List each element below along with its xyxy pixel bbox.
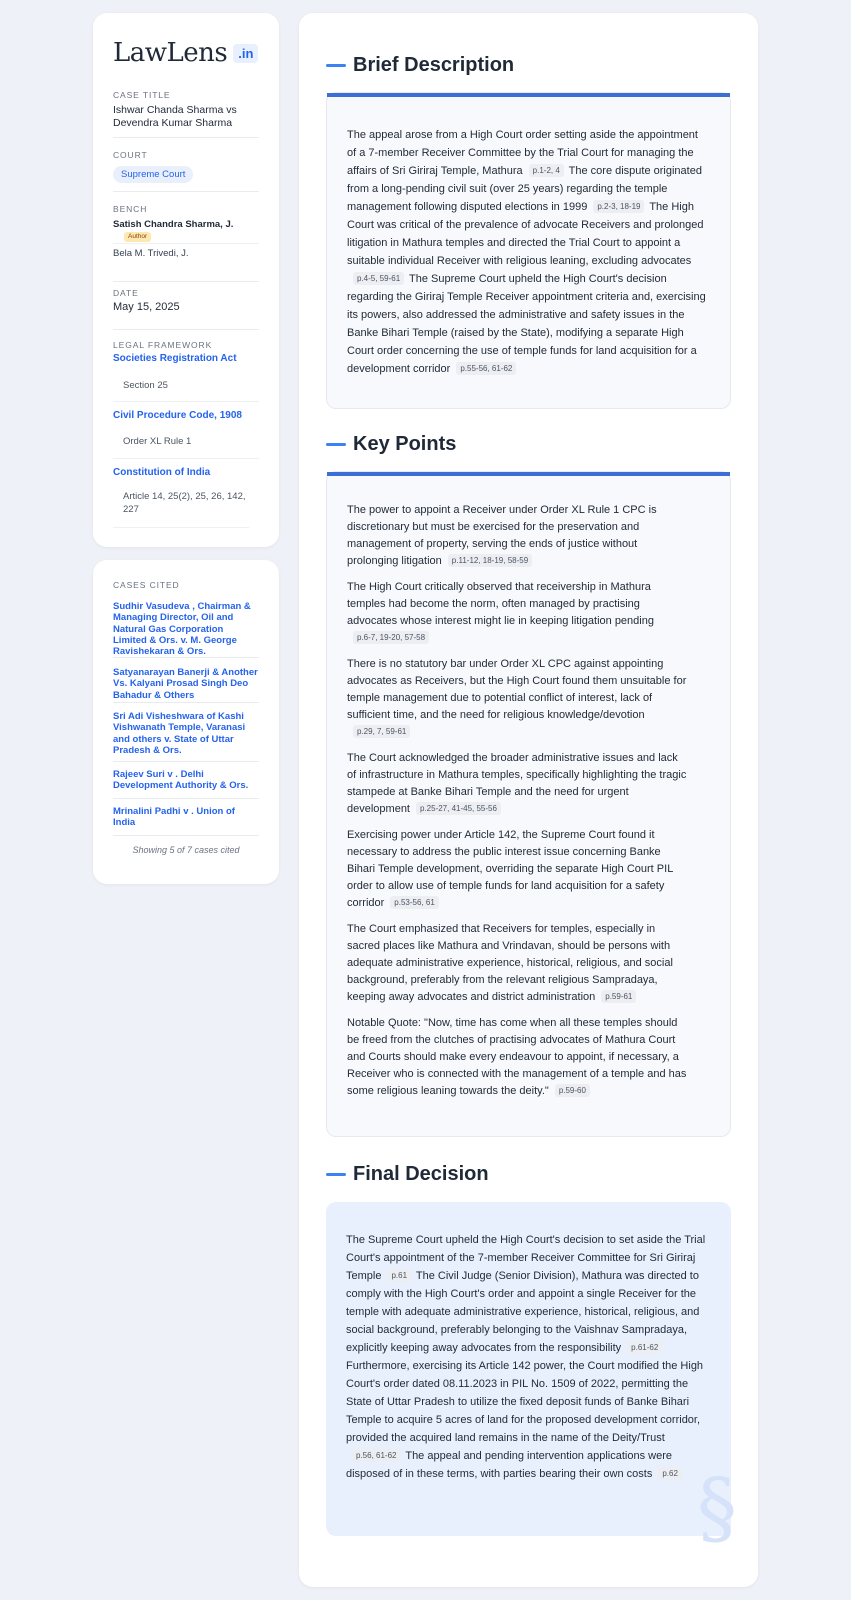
heading-accent — [326, 64, 346, 67]
bench-section — [113, 204, 259, 244]
key-point-text: The Court acknowledged the broader administrative issues and lack of infrastructure in Mathura temples, specifically highlighting the tragic stampede at Banke Bihari Temple and the need for urgent development — [347, 752, 687, 815]
framework-act-3[interactable]: Constitution of India — [113, 467, 211, 478]
page-ref-badge[interactable]: p.6-7, 19-20, 57-58 — [353, 631, 429, 644]
key-point-text: Notable Quote: "Now, time has come when all these temples should be freed from the clutches of practising advocates of Mathura Court and Courts should make every endeavour to appoint, if necessary, a Receiver who is connected with the management of a temple and has some religious leaning towards the deity." — [347, 1017, 687, 1097]
page-ref-badge[interactable]: p.56, 61-62 — [352, 1449, 400, 1462]
key-points-box — [326, 471, 731, 1137]
cited-case-link[interactable]: Sri Adi Visheshwara of Kashi Vishwanath Temple, Varanasi and others v. State of Uttar Pradesh & Ors. — [113, 711, 246, 756]
page-ref-badge[interactable]: p.2-3, 18-19 — [593, 200, 644, 213]
framework-section-3: Article 14, 25(2), 25, 26, 142, 227 — [113, 478, 249, 528]
page-ref-badge[interactable]: p.53-56, 61 — [390, 896, 438, 909]
final-decision-title: Final Decision — [353, 1163, 489, 1185]
notable-quote — [347, 1015, 687, 1100]
key-point-item — [347, 921, 687, 1006]
key-point-item — [347, 502, 687, 570]
key-points-heading — [326, 433, 456, 456]
bench-label: BENCH — [113, 204, 148, 214]
cited-case-link[interactable]: Sudhir Vasudeva , Chairman & Managing Director, Oil and Natural Gas Corporation Limited & Ors. v. M. George Ravishekaran & Ors. — [113, 601, 251, 658]
logo-text: LawLens — [113, 38, 228, 68]
cited-case-link[interactable]: Rajeev Suri v . Delhi Development Authority & Ors. — [113, 769, 249, 792]
logo-domain-badge: .in — [233, 44, 258, 63]
heading-accent — [326, 1173, 346, 1176]
page-ref-badge[interactable]: p.11-12, 18-19, 58-59 — [448, 554, 532, 567]
cited-case-5[interactable] — [113, 799, 259, 836]
case-title: Ishwar Chanda Sharma vs Devendra Kumar Sharma — [113, 104, 237, 129]
heading-accent — [326, 443, 346, 446]
page-ref-badge[interactable]: p.4-5, 59-61 — [353, 272, 404, 285]
framework-divider — [113, 528, 259, 548]
key-point-text: The power to appoint a Receiver under Order XL Rule 1 CPC is discretionary but must be exercised for the preservation and management of property, serving the ends of justice without prolonging litigation — [347, 504, 657, 567]
date-label: DATE — [113, 288, 139, 298]
page-ref-badge[interactable]: p.61 — [387, 1269, 411, 1282]
brief-description-text — [347, 126, 710, 378]
key-point-item — [347, 579, 687, 647]
key-point-item — [347, 656, 687, 741]
court-badge[interactable]: Supreme Court — [113, 166, 193, 183]
date-section — [113, 288, 259, 330]
summary-panel — [299, 13, 758, 1587]
section-symbol-watermark: § — [697, 1461, 737, 1554]
final-text-2: The Civil Judge (Senior Division), Mathura was directed to comply with the High Court's order and appoint a single Receiver for the temple with adequate administrative experience, historical, religious, and social background, preferably belonging to the Vaishnav Sampradaya, explicitly keeping away advocates from the responsibility — [346, 1270, 700, 1354]
final-text-1: The Supreme Court upheld the High Court's decision to set aside the Trial Court's appointment of the 7-member Receiver Committee for Sri Giriraj Temple — [346, 1234, 706, 1282]
cited-case-4[interactable] — [113, 762, 259, 799]
final-decision-box — [326, 1202, 737, 1554]
decision-date: May 15, 2025 — [113, 301, 180, 313]
cases-cited-count: Showing 5 of 7 cases cited — [132, 845, 240, 855]
page-ref-badge[interactable]: p.29, 7, 59-61 — [353, 725, 410, 738]
framework-act-2[interactable]: Civil Procedure Code, 1908 — [113, 410, 242, 421]
page-ref-badge[interactable]: p.59-60 — [555, 1084, 590, 1097]
brief-description-heading — [326, 54, 514, 77]
brief-description-title: Brief Description — [353, 54, 515, 76]
page-ref-badge[interactable]: p.61-62 — [627, 1341, 662, 1354]
final-decision-text — [346, 1231, 711, 1483]
cited-case-1[interactable] — [113, 590, 259, 658]
logo[interactable] — [113, 37, 259, 69]
court-label: COURT — [113, 150, 148, 160]
final-text-3: Furthermore, exercising its Article 142 power, the Court modified the High Court's order dated 08.11.2023 in PIL No. 1509 of 2022, permitting the State of Uttar Pradesh to utilize the fixed deposit funds of Banke Bihari Temple to acquire 5 acres of land for the proposed development corridor, provided the acquired land remains in the name of the Deity/Trust — [346, 1360, 704, 1444]
brief-text-4: The Supreme Court upheld the High Court's decision regarding the Giriraj Temple Receiver appointment criteria and, exercising its powers, also addressed the administrative and safety issues in the Banke Bihari Temple (raised by the State), modifying a separate High Court order concerning the use of temple funds for land acquisition for a development corridor — [347, 273, 706, 375]
court-section — [113, 150, 259, 192]
key-point-item — [347, 827, 687, 912]
page-ref-badge[interactable]: p.59-61 — [601, 990, 636, 1003]
final-text-4: The appeal and pending intervention applications were disposed of in these terms, with parties bearing their own costs — [346, 1450, 672, 1480]
key-points-title: Key Points — [353, 433, 457, 455]
brief-description-box — [326, 92, 731, 409]
key-point-text: The High Court critically observed that receivership in Mathura temples had become the norm, often managed by practising advocates whose interest might lie in keeping litigation pending — [347, 581, 654, 627]
page-ref-badge[interactable]: p.62 — [658, 1467, 682, 1480]
bench-judge-2 — [113, 248, 259, 282]
brief-text-3: The High Court was critical of the prevalence of advocate Receivers and prolonged litigation in Mathura temples and directed the Trial Court to appoint a suitable individual Receiver with religious leaning, excluding advocates — [347, 201, 704, 267]
page-ref-badge[interactable]: p.1-2, 4 — [529, 164, 564, 177]
key-point-text: Exercising power under Article 142, the Supreme Court found it necessary to address the public interest issue concerning Banke Bihari Temple development, overriding the separate High Court PIL order to allow use of temple funds for land acquisition for a safety corridor — [347, 829, 673, 909]
brief-text-2: The core dispute originated from a long-pending civil suit (over 25 years) regarding the temple management following disputed elections in 1999 — [347, 165, 702, 213]
brief-text-1: The appeal arose from a High Court order setting aside the appointment of a 7-member Receiver Committee by the Trial Court for managing the affairs of Sri Giriraj Temple, Mathura — [347, 129, 698, 177]
final-decision-heading — [326, 1163, 489, 1186]
cited-case-link[interactable]: Mrinalini Padhi v . Union of India — [113, 806, 235, 829]
framework-section-2: Order XL Rule 1 — [113, 421, 259, 459]
judge-name-2: Bela M. Trivedi, J. — [113, 248, 189, 259]
case-title-label: CASE TITLE — [113, 90, 171, 100]
page-ref-badge[interactable]: p.55-56, 61-62 — [456, 362, 516, 375]
page-ref-badge[interactable]: p.25-27, 41-45, 55-56 — [416, 802, 501, 815]
case-title-section — [113, 90, 259, 138]
cited-case-3[interactable] — [113, 703, 259, 762]
framework-section-1: Section 25 — [113, 364, 259, 402]
key-point-text: There is no statutory bar under Order XL CPC against appointing advocates as Receivers, but the High Court found them unsuitable for temple management due to potential conflict of interest, lack of sufficient time, and the need for religious knowledge/devotion — [347, 658, 687, 721]
judge-name-author: Satish Chandra Sharma, J. — [113, 219, 234, 230]
cases-cited-card — [93, 560, 279, 884]
cited-case-link[interactable]: Satyanarayan Banerji & Another Vs. Kalyani Prosad Singh Deo Bahadur & Others — [113, 667, 258, 701]
legal-framework-label: LEGAL FRAMEWORK — [113, 340, 213, 350]
framework-act-1[interactable]: Societies Registration Act — [113, 353, 237, 364]
legal-framework-section — [113, 340, 259, 548]
author-badge: Author — [124, 232, 151, 242]
case-info-card — [93, 13, 279, 547]
key-point-item — [347, 750, 687, 818]
cases-cited-label: CASES CITED — [113, 580, 180, 590]
key-point-text: The Court emphasized that Receivers for temples, especially in sacred places like Mathura and Vrindavan, should be persons with adequate administrative experience, historical, religious, and social background, preferably from the relevant religious Sampradaya, keeping away advocates and district administration — [347, 923, 673, 1003]
cited-case-2[interactable] — [113, 658, 259, 703]
